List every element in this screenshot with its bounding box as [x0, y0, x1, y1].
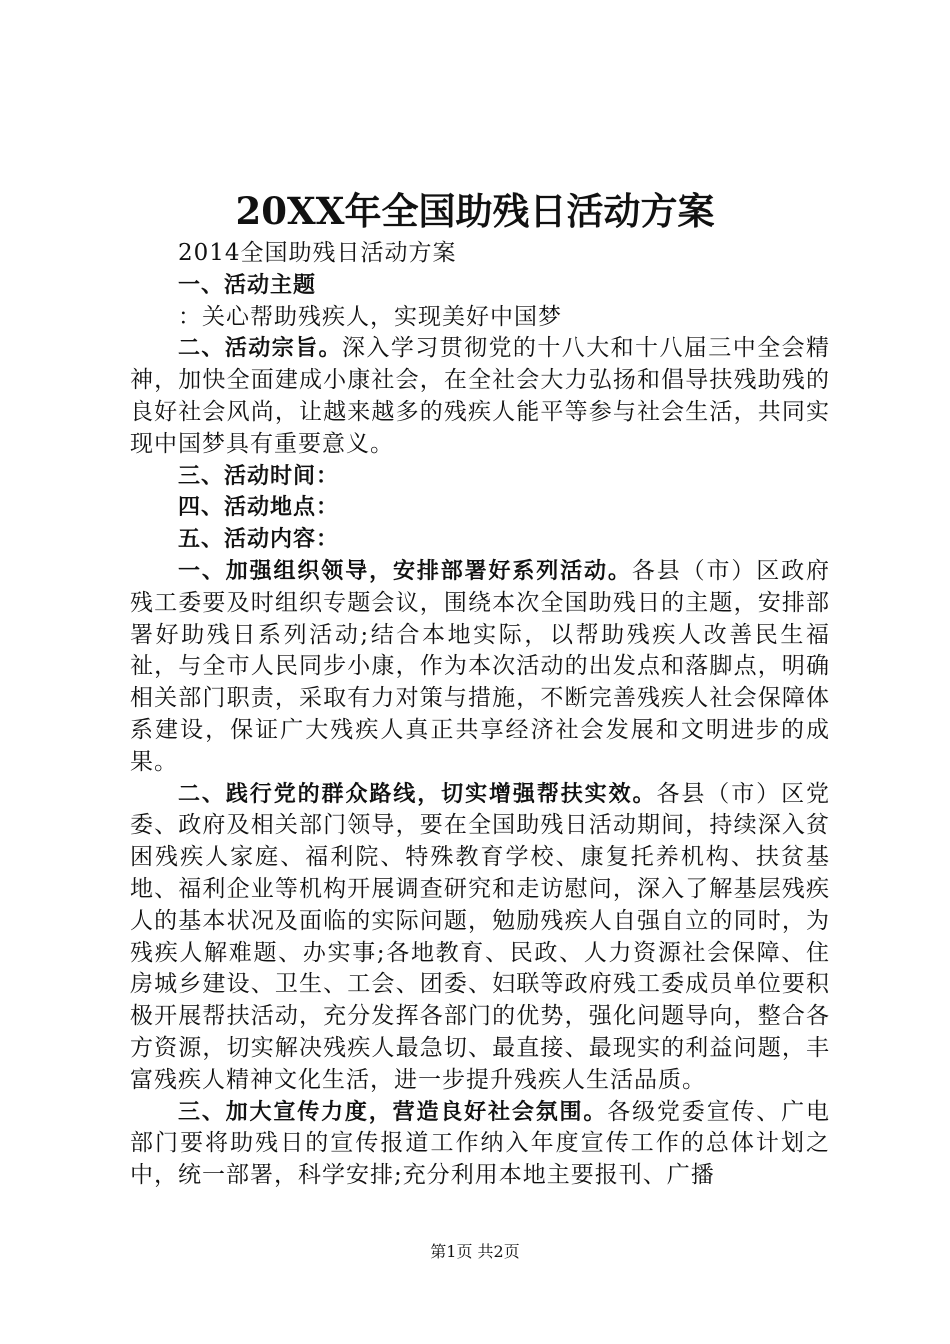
content-1-heading: 一、加强组织领导，安排部署好系列活动。: [178, 558, 632, 584]
section-2-text: 深入学习贯彻党的十八大和十八届三中全会精神，加快全面建成小康社会，在全社会大力弘扬和倡导扶残助残的良好社会风尚，让越来越多的残疾人能平等参与社会生活，共同实现中国梦具有重要意义。: [130, 335, 830, 457]
section-2-heading: 二、活动宗旨。: [178, 336, 342, 362]
document-body: [130, 238, 830, 1192]
content-3-heading: 三、加大宣传力度，营造良好社会氛围。: [178, 1099, 608, 1125]
section-1-text: ：关心帮助残疾人，实现美好中国梦: [178, 303, 562, 330]
content-2-text: 各县（市）区党委、政府及相关部门领导，要在全国助残日活动期间，持续深入贫困残疾人家庭、福利院、特殊教育学校、康复托养机构、扶贫基地、福利企业等机构开展调查研究和走访慰问，深入了解基层残疾人的基本状况及面临的实际问题，勉励残疾人自强自立的同时，为残疾人解难题、办实事;各地教育、民政、人力资源社会保障、住房城乡建设、卫生、工会、团委、妇联等政府残工委成员单位要积极开展帮扶活动，充分发挥各部门的优势，强化问题导向，整合各方资源，切实解决残疾人最急切、最直接、最现实的利益问题，丰富残疾人精神文化生活，进一步提升残疾人生活品质。: [130, 780, 830, 1093]
page-number: 第1页 共2页: [430, 1242, 520, 1261]
content-3: [130, 1097, 830, 1192]
section-4: [130, 492, 830, 524]
section-5-heading: 五、活动内容：: [178, 527, 340, 553]
section-3: [130, 461, 830, 493]
section-5: [130, 524, 830, 556]
content-1: [130, 556, 830, 779]
section-1-heading: 一、活动主题: [178, 272, 317, 298]
content-3-text: 各级党委宣传、广电部门要将助残日的宣传报道工作纳入年度宣传工作的总体计划之中，统一部署，科学安排;充分利用本地主要报刊、广播: [130, 1098, 830, 1189]
section-4-heading: 四、活动地点：: [178, 495, 340, 521]
content-1-text: 各县（市）区政府残工委要及时组织专题会议，围绕本次全国助残日的主题，安排部署好助残日系列活动;结合本地实际，以帮助残疾人改善民生福祉，与全市人民同步小康，作为本次活动的出发点和落脚点，明确相关部门职责，采取有力对策与措施，不断完善残疾人社会保障体系建设，保证广大残疾人真正共享经济社会发展和文明进步的成果。: [130, 557, 831, 775]
document-title: 20XX年全国助残日活动方案: [235, 189, 715, 233]
content-2-heading: 二、践行党的群众路线，切实增强帮扶实效。: [178, 781, 657, 807]
section-2: [130, 333, 830, 460]
section-3-heading: 三、活动时间：: [178, 463, 340, 489]
content-2: [130, 779, 830, 1097]
section-1: [130, 270, 830, 302]
subtitle: 2014全国助残日活动方案: [178, 240, 457, 266]
